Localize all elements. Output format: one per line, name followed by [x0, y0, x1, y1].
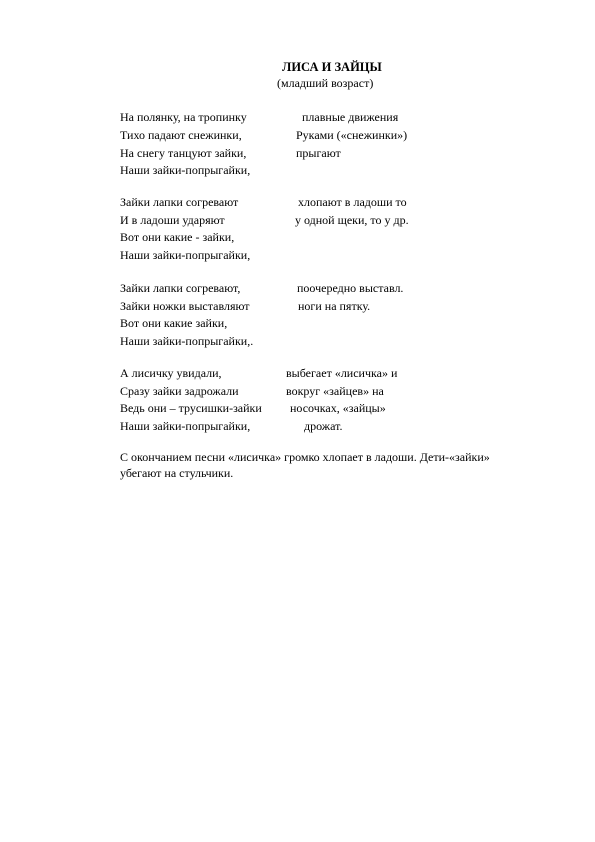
stanza-3-line-3-text: Вот они какие зайки, — [120, 316, 228, 330]
stanza-1-line-2-action: Руками («снежинки») — [296, 128, 408, 142]
closing-paragraph — [120, 449, 560, 481]
stanza-2-line-1-action: хлопают в ладоши то — [298, 195, 407, 209]
stanza-4-line-1-text: А лисичку увидали, — [120, 366, 222, 380]
stanza-2-line-3-text: Вот они какие - зайки, — [120, 230, 235, 244]
stanza-2-line-2-text: И в ладоши ударяют — [120, 213, 225, 227]
stanza-4-line-4-action: дрожат. — [304, 419, 343, 433]
stanza-3-line-4-text: Наши зайки-попрыгайки,. — [120, 334, 254, 348]
page-subtitle: (младший возраст) — [277, 76, 374, 90]
stanza-3-line-1-text: Зайки лапки согревают, — [120, 281, 241, 295]
stanza-2-line-1-text: Зайки лапки согревают — [120, 195, 239, 209]
stanza-2-line-2-action: у одной щеки, то у др. — [295, 213, 409, 227]
stanza-4-line-2-text: Сразу зайки задрожали — [120, 384, 239, 398]
stanza-2-line-4-text: Наши зайки-попрыгайки, — [120, 248, 251, 262]
stanza-4-line-1-action: выбегает «лисичка» и — [286, 366, 398, 380]
stanza-1-line-2-text: Тихо падают снежинки, — [120, 128, 242, 142]
page-title: ЛИСА И ЗАЙЦЫ — [282, 60, 382, 74]
stanza-4-line-3-text: Ведь они – трусишки-зайки — [120, 401, 262, 415]
closing-line-1: С окончанием песни «лисичка» громко хлопает в ладоши. Дети-«зайки» — [120, 450, 490, 464]
stanza-3-line-1-action: поочередно выставл. — [297, 281, 404, 295]
closing-line-2: убегают на стульчики. — [120, 466, 234, 480]
stanza-4-line-3-action: носочках, «зайцы» — [290, 401, 386, 415]
stanza-3-line-2-action: ноги на пятку. — [298, 299, 371, 313]
stanza-4-line-2-action: вокруг «зайцев» на — [286, 384, 384, 398]
stanza-3-line-2-text: Зайки ножки выставляют — [120, 299, 250, 313]
stanza-1-line-1-text: На полянку, на тропинку — [120, 110, 247, 124]
stanza-1-line-3-action: прыгают — [296, 146, 341, 160]
stanza-1-line-1-action: плавные движения — [302, 110, 399, 124]
stanza-1-line-4-text: Наши зайки-попрыгайки, — [120, 163, 251, 177]
stanza-1-line-3-text: На снегу танцуют зайки, — [120, 146, 247, 160]
stanza-4-line-4-text: Наши зайки-попрыгайки, — [120, 419, 251, 433]
